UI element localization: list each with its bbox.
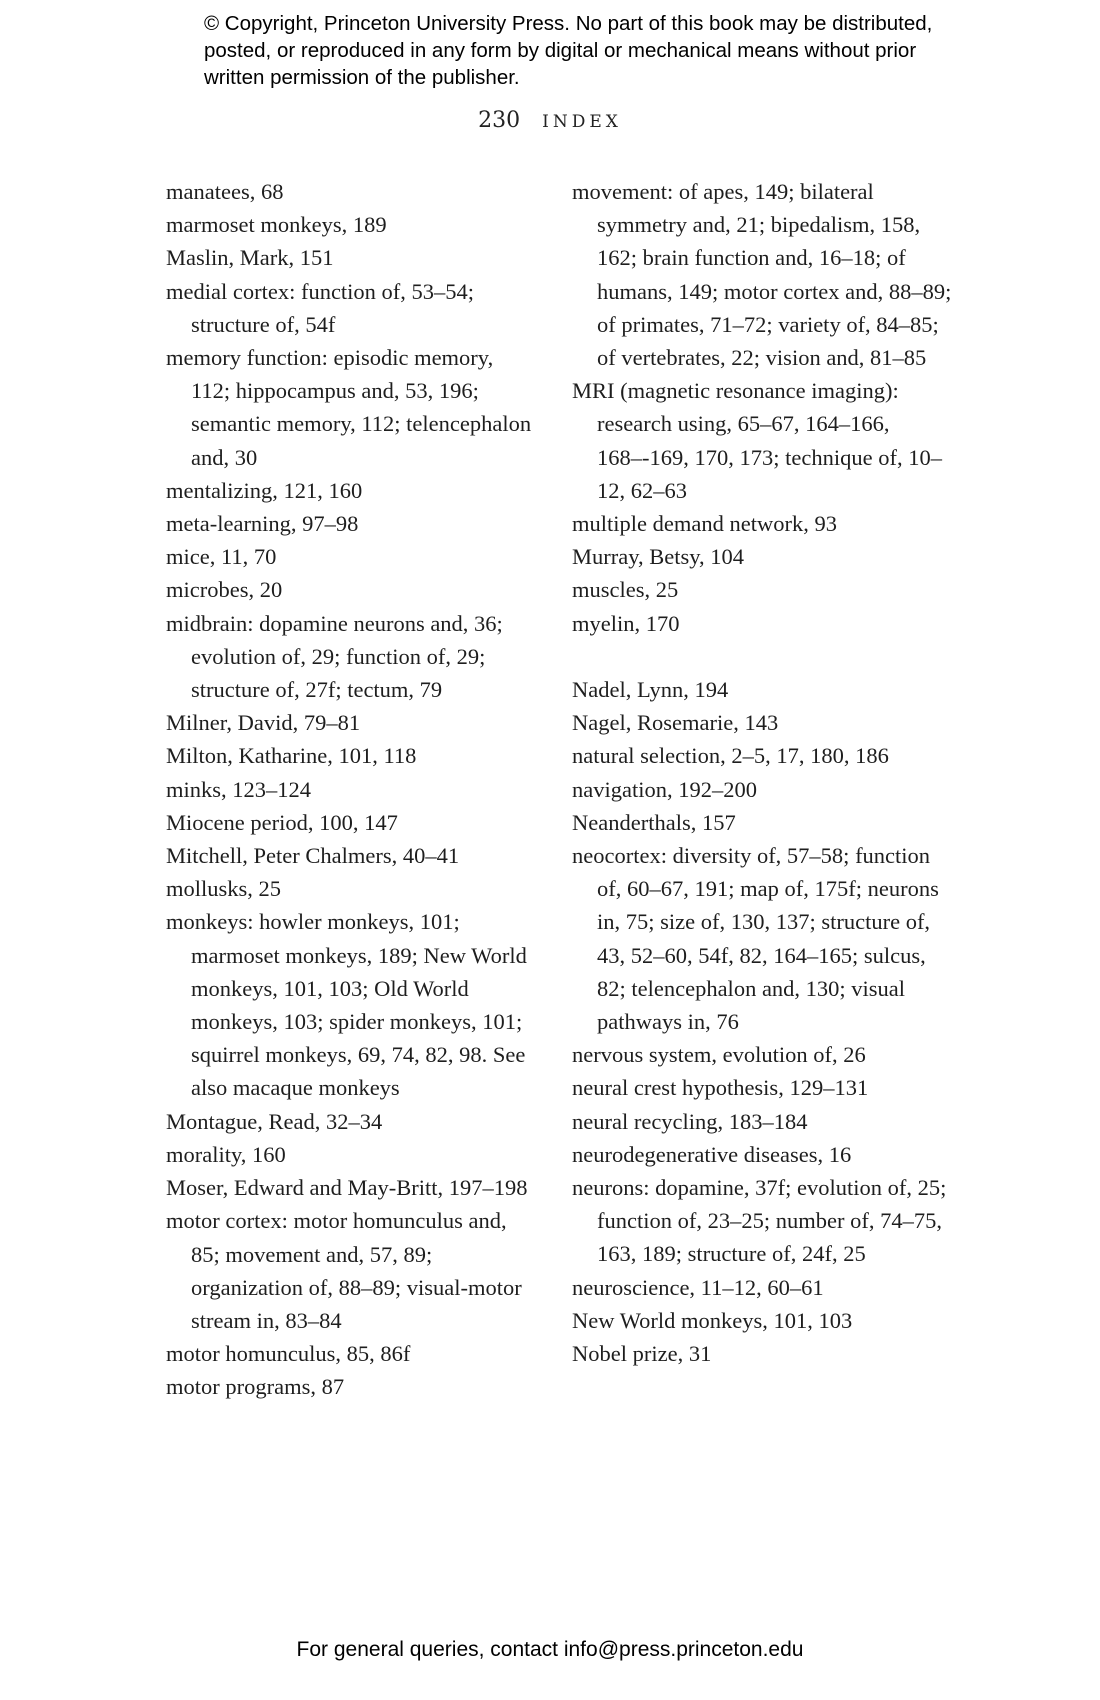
index-entry: neocortex: diversity of, 57–58; function of, 60–67, 191; map of, 175f; neurons in, 75; size of, 130, 137; structure of, 43, 52–60, 54f, 82, 164–165; sulcus, 82; telencephalon and, 130; visual pathways in, 76 bbox=[572, 843, 939, 1035]
index-entry: navigation, 192–200 bbox=[572, 776, 757, 802]
index-entry: movement: of apes, 149; bilateral symmetry and, 21; bipedalism, 158, 162; brain function and, 16–18; of humans, 149; motor cortex and, 88–89; of primates, 71–72; variety of, 84–85; of vertebrates, 22; vision and, 81–85 bbox=[572, 179, 952, 371]
page-number: 230 bbox=[478, 108, 521, 133]
index-entry: neurons: dopamine, 37f; evolution of, 25; function of, 23–25; number of, 74–75, 163, 189; structure of, 24f, 25 bbox=[572, 1175, 947, 1267]
index-entry: Nagel, Rosemarie, 143 bbox=[572, 710, 779, 736]
index-entry: neurodegenerative diseases, 16 bbox=[572, 1141, 852, 1167]
index-entry: marmoset monkeys, 189 bbox=[166, 212, 387, 238]
letter-group-divider bbox=[572, 640, 952, 673]
index-entry: Montague, Read, 32–34 bbox=[166, 1108, 383, 1134]
copyright-notice: © Copyright, Princeton University Press. No part of this book may be distributed, posted, or reproduced in any form by digital or mechanical means without prior written permission of the publisher. bbox=[204, 12, 933, 89]
index-entry: New World monkeys, 101, 103 bbox=[572, 1307, 853, 1333]
index-entry: medial cortex: function of, 53–54; structure of, 54f bbox=[166, 278, 475, 337]
index-entry: Miocene period, 100, 147 bbox=[166, 809, 398, 835]
index-entry: motor cortex: motor homunculus and, 85; movement and, 57, 89; organization of, 88–89; visual-motor stream in, 83–84 bbox=[166, 1208, 522, 1333]
index-entry: morality, 160 bbox=[166, 1141, 286, 1167]
contact-footer: For general queries, contact info@press.princeton.edu bbox=[296, 1638, 804, 1661]
index-entry: Maslin, Mark, 151 bbox=[166, 245, 334, 271]
index-entry: monkeys: howler monkeys, 101; marmoset monkeys, 189; New World monkeys, 101, 103; Old World monkeys, 103; spider monkeys, 101; squirrel monkeys, 69, 74, 82, 98. See also macaque monkeys bbox=[166, 909, 527, 1101]
index-entry: motor programs, 87 bbox=[166, 1374, 345, 1400]
index-entry: memory function: episodic memory, 112; hippocampus and, 53, 196; semantic memory, 112; telencephalon and, 30 bbox=[166, 345, 532, 470]
index-entry: motor homunculus, 85, 86f bbox=[166, 1341, 411, 1367]
index-entry: MRI (magnetic resonance imaging): research using, 65–67, 164–166, 168–-169, 170, 173; technique of, 10–12, 62–63 bbox=[572, 378, 942, 503]
index-entry: midbrain: dopamine neurons and, 36; evolution of, 29; function of, 29; structure of, 27f; tectum, 79 bbox=[166, 610, 503, 703]
index-entry: mice, 11, 70 bbox=[166, 544, 277, 570]
index-entry: Mitchell, Peter Chalmers, 40–41 bbox=[166, 843, 460, 869]
index-entry: meta-learning, 97–98 bbox=[166, 511, 359, 537]
index-entry: neural recycling, 183–184 bbox=[572, 1108, 808, 1134]
index-column-right bbox=[572, 175, 952, 1370]
index-entry: mollusks, 25 bbox=[166, 876, 282, 902]
index-entry: Murray, Betsy, 104 bbox=[572, 544, 745, 570]
index-entry: Nobel prize, 31 bbox=[572, 1341, 712, 1367]
index-entry: manatees, 68 bbox=[166, 179, 284, 204]
index-entry: Milner, David, 79–81 bbox=[166, 710, 361, 736]
index-column-left bbox=[166, 175, 536, 1404]
index-entry: Neanderthals, 157 bbox=[572, 809, 736, 835]
index-entry: Milton, Katharine, 101, 118 bbox=[166, 743, 417, 769]
index-entry: Moser, Edward and May-Britt, 197–198 bbox=[166, 1175, 528, 1201]
index-entry: microbes, 20 bbox=[166, 577, 283, 603]
index-entry: Nadel, Lynn, 194 bbox=[572, 677, 729, 703]
index-entry: muscles, 25 bbox=[572, 577, 679, 603]
index-entry: neural crest hypothesis, 129–131 bbox=[572, 1075, 869, 1101]
index-entry: myelin, 170 bbox=[572, 610, 680, 636]
index-entry: minks, 123–124 bbox=[166, 776, 312, 802]
section-title: INDEX bbox=[542, 112, 622, 132]
index-entry: natural selection, 2–5, 17, 180, 186 bbox=[572, 743, 889, 769]
index-entry: mentalizing, 121, 160 bbox=[166, 477, 363, 503]
index-entry: neuroscience, 11–12, 60–61 bbox=[572, 1274, 824, 1300]
index-entry: multiple demand network, 93 bbox=[572, 511, 837, 537]
index-entry: nervous system, evolution of, 26 bbox=[572, 1042, 866, 1068]
running-header bbox=[0, 108, 1100, 133]
